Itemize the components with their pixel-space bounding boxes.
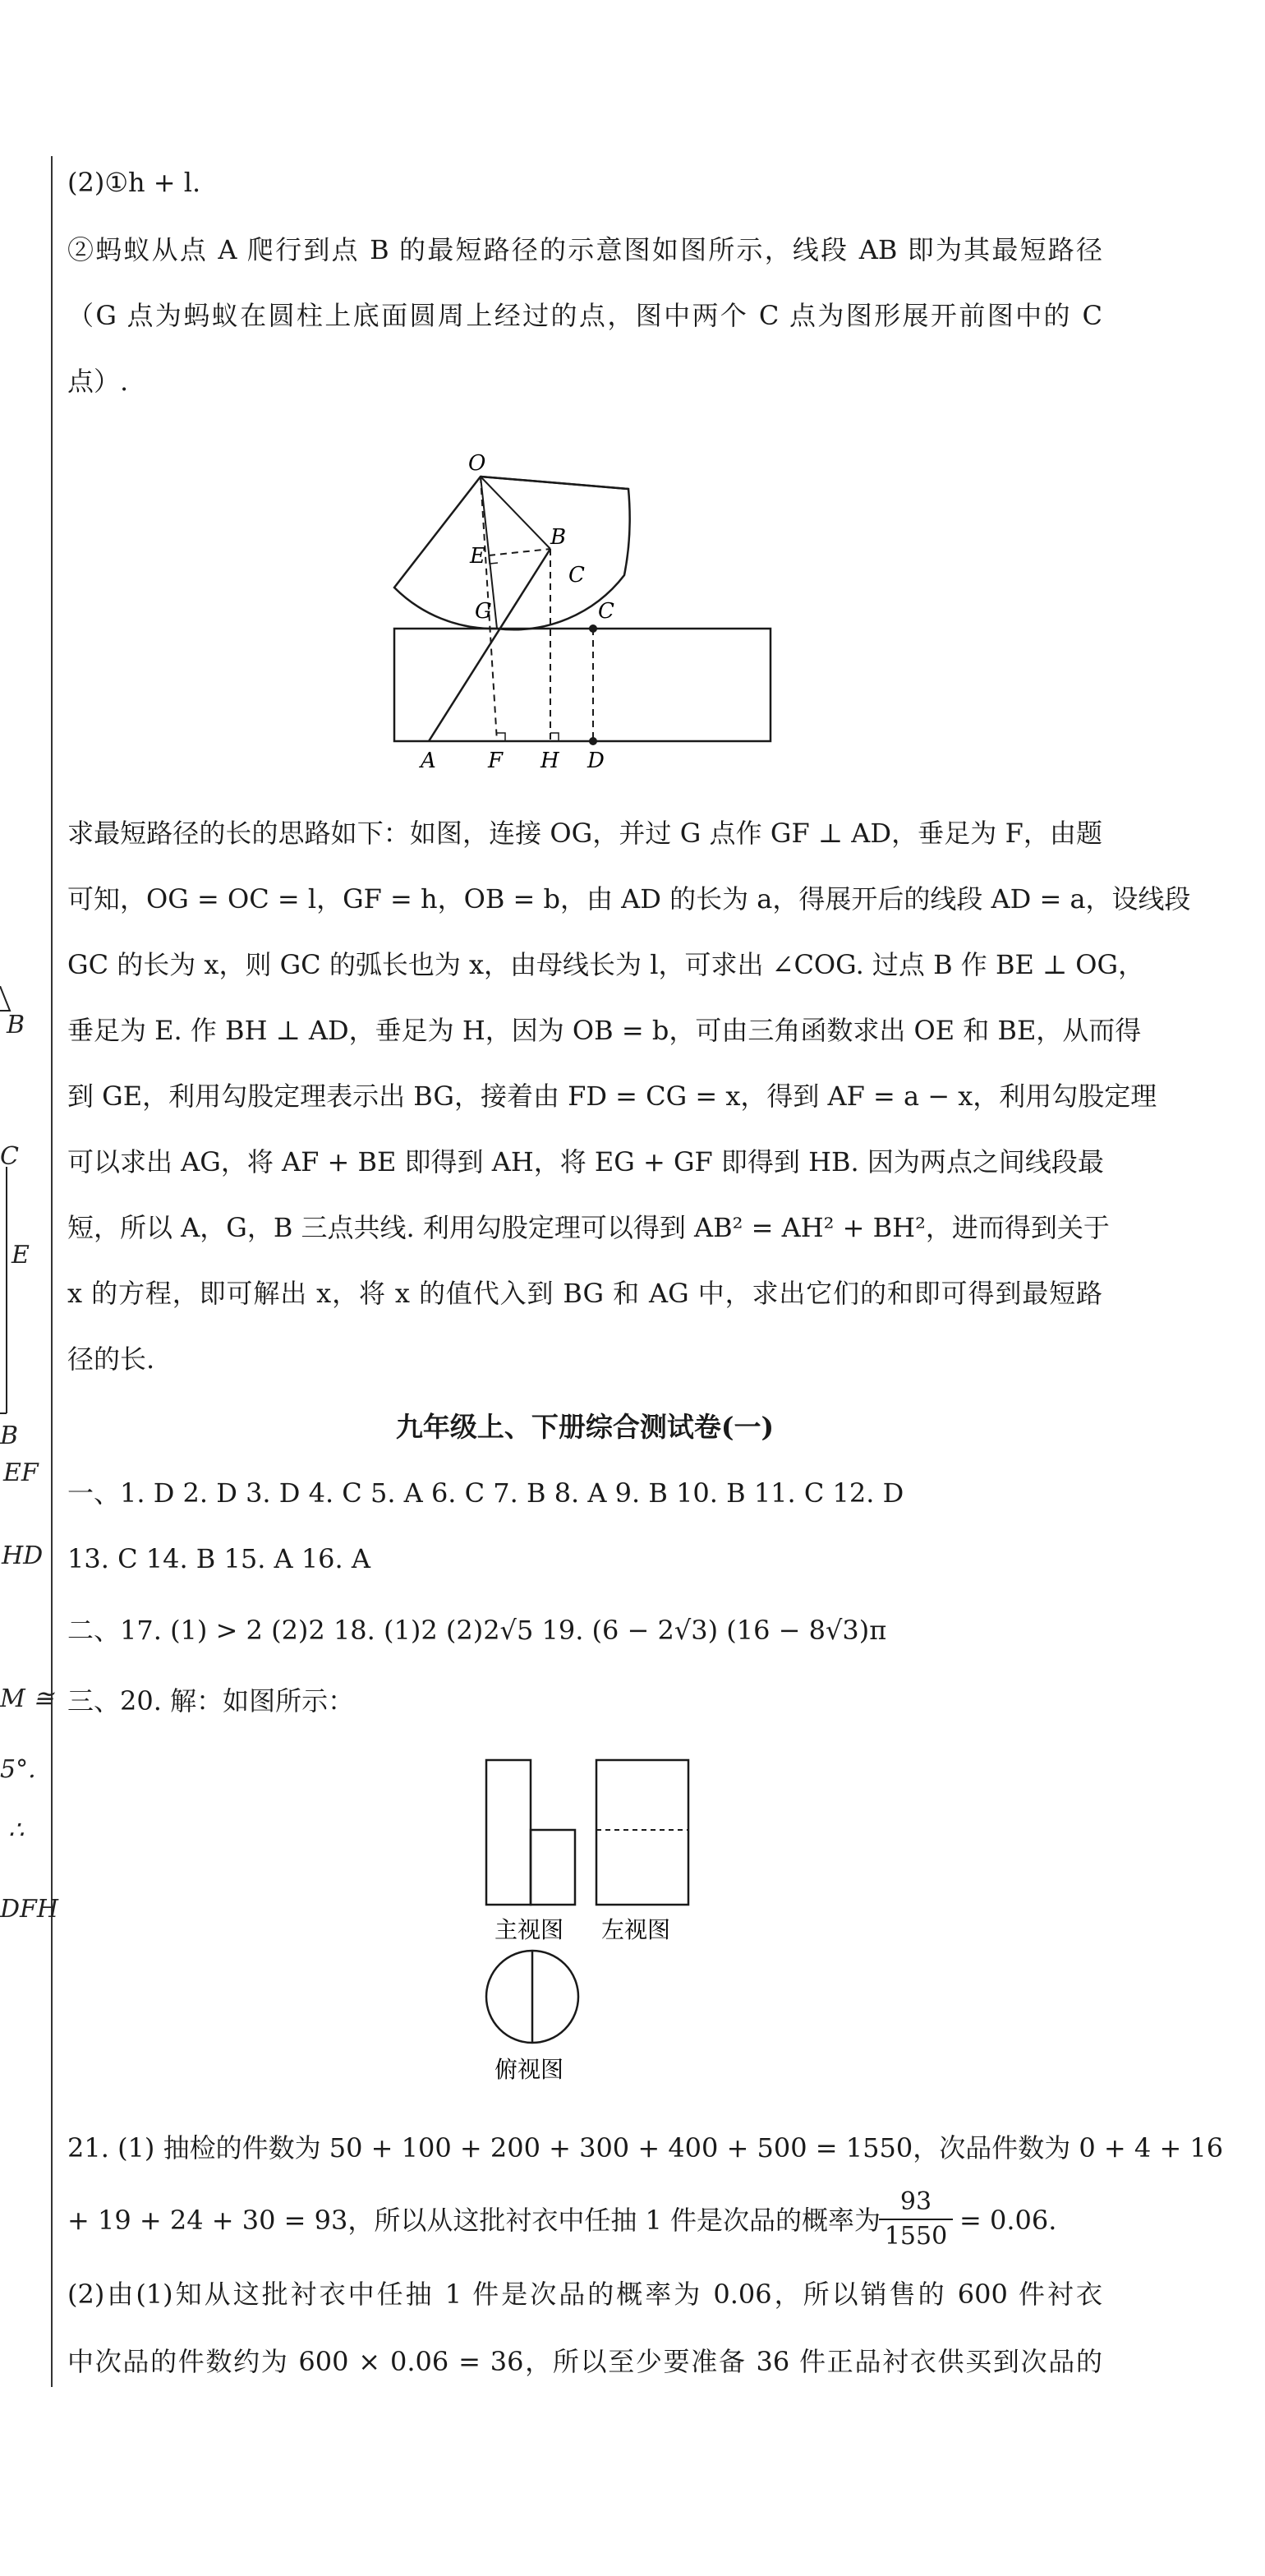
margin-fragment-drawing xyxy=(0,986,33,1446)
text-line: = 0.06. xyxy=(959,2205,1057,2236)
margin-fragment: HD xyxy=(2,1541,44,1570)
text-line: + 19 + 24 + 30 = 93，所以从这批衬衣中任抽 1 件是次品的概率为 xyxy=(67,2205,881,2236)
answers-row: 三、20. 解：如图所示： xyxy=(67,1685,355,1717)
left-view-label: 左视图 xyxy=(601,1916,671,1943)
answers-row: 13. C 14. B 15. A 16. A xyxy=(67,1543,370,1574)
text-line: (2)①h + l. xyxy=(67,167,201,198)
front-view-label: 主视图 xyxy=(494,1916,564,1943)
label-O: O xyxy=(468,451,486,476)
page-divider-rule xyxy=(51,156,53,2387)
margin-fragment: 5°. xyxy=(0,1755,36,1784)
text-line: 短，所以 A，G，B 三点共线. 利用勾股定理可以得到 AB² = AH² + BH²，进而得到关于 xyxy=(67,1212,1110,1243)
label-C: C xyxy=(598,599,614,624)
margin-fragment: M ≅ xyxy=(0,1684,54,1713)
text-line: 点）. xyxy=(67,366,129,397)
text-line: （G 点为蚂蚁在圆柱上底面圆周上经过的点，图中两个 C 点为图形展开前图中的 C xyxy=(67,300,1102,331)
margin-fragment: ∴ xyxy=(8,1816,25,1845)
margin-fragment: B xyxy=(7,1011,25,1039)
text-line: 21. (1) 抽检的件数为 50 + 100 + 200 + 300 + 400 + 500 = 1550，次品件数为 0 + 4 + 16 xyxy=(67,2132,1224,2164)
margin-fragment: C xyxy=(0,1142,19,1171)
section-title: 九年级上、下册综合测试卷(一) xyxy=(395,1411,775,1443)
text-line: (2)由(1)知从这批衬衣中任抽 1 件是次品的概率为 0.06，所以销售的 600 件衬衣 xyxy=(67,2279,1102,2310)
label-A: A xyxy=(421,749,436,773)
text-line: 到 GE，利用勾股定理表示出 BG，接着由 FD = CG = x，得到 AF = a − x，利用勾股定理 xyxy=(67,1081,1157,1112)
text-line: 径的长. xyxy=(67,1343,155,1375)
label-G: G xyxy=(475,599,492,624)
three-views-diagram xyxy=(460,1750,706,2095)
label-F: F xyxy=(488,749,504,773)
text-line: GC 的长为 x，则 GC 的弧长也为 x，由母线长为 l，可求出 ∠COG. 过点 B 作 BE ⊥ OG， xyxy=(67,949,1145,980)
text-line: 求最短路径的长的思路如下：如图，连接 OG，并过 G 点作 GF ⊥ AD，垂足为 F，由题 xyxy=(67,818,1102,849)
label-D: D xyxy=(587,749,605,773)
label-H: H xyxy=(540,749,559,773)
label-E: E xyxy=(470,544,485,569)
margin-fragment: DFH xyxy=(0,1895,59,1924)
margin-fragment: EF xyxy=(3,1459,39,1487)
text-line: x 的方程，即可解出 x，将 x 的值代入到 BG 和 AG 中，求出它们的和即可得到最短路 xyxy=(67,1278,1102,1309)
probability-fraction xyxy=(879,2186,953,2253)
text-line: 可知，OG = OC = l，GF = h，OB = b，由 AD 的长为 a，得展开后的线段 AD = a，设线段 xyxy=(67,883,1191,915)
unrolled-cylinder-diagram xyxy=(378,435,805,781)
label-C-arc: C xyxy=(568,563,585,588)
text-line: 可以求出 AG，将 AF + BE 即得到 AH，将 EG + GF 即得到 HB. 因为两点之间线段最 xyxy=(67,1146,1104,1177)
answers-row: 一、1. D 2. D 3. D 4. C 5. A 6. C 7. B 8. A 9. B 10. B 11. C 12. D xyxy=(67,1477,904,1509)
text-line: ②蚂蚁从点 A 爬行到点 B 的最短路径的示意图如图所示，线段 AB 即为其最短路径 xyxy=(67,234,1102,265)
text-line: 垂足为 E. 作 BH ⊥ AD，垂足为 H，因为 OB = b，可由三角函数求出 OE 和 BE，从而得 xyxy=(67,1015,1142,1046)
fraction-denominator: 1550 xyxy=(884,2222,948,2251)
answers-row: 二、17. (1) > 2 (2)2 18. (1)2 (2)2√5 19. (6 − 2√3) (16 − 8√3)π xyxy=(67,1615,887,1646)
fraction-numerator: 93 xyxy=(879,2186,953,2220)
text-line: 中次品的件数约为 600 × 0.06 = 36，所以至少要准备 36 件正品衬衣供买到次品的 xyxy=(67,2346,1102,2377)
margin-fragment: E xyxy=(12,1241,30,1270)
label-B: B xyxy=(550,525,567,550)
top-view-label: 俯视图 xyxy=(494,2056,564,2083)
margin-fragment: B xyxy=(0,1422,19,1450)
